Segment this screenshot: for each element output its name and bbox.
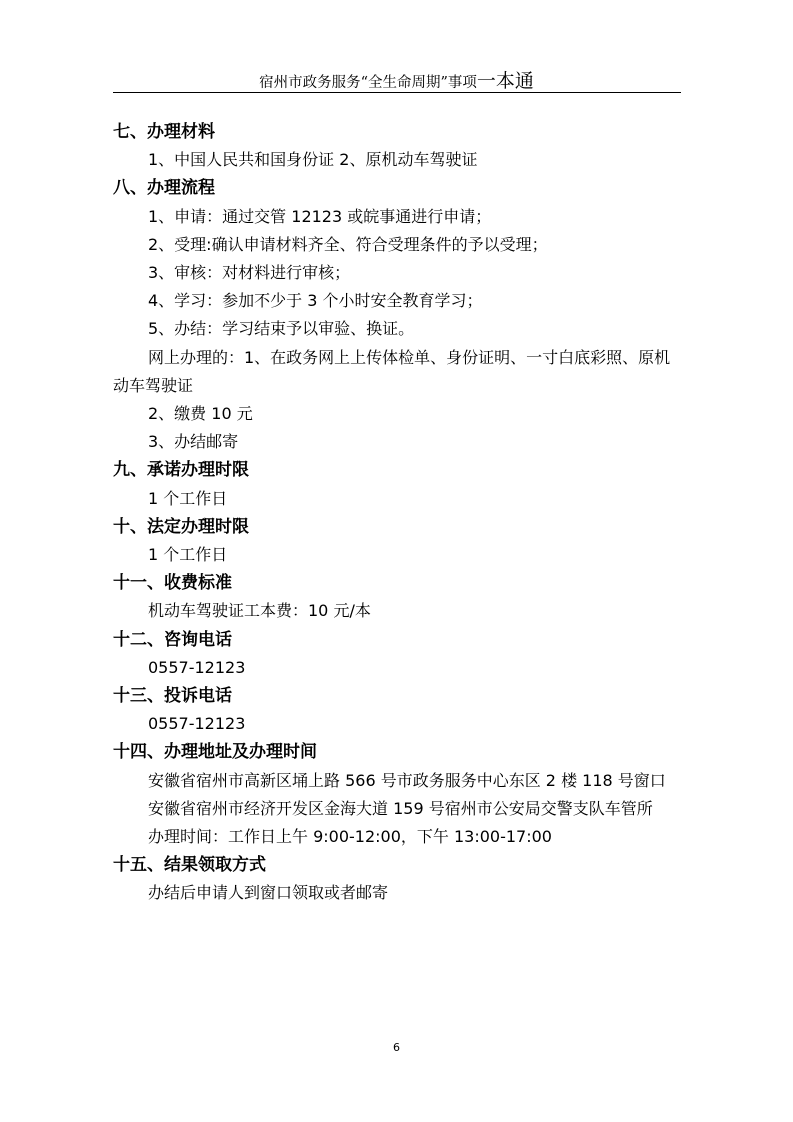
address-2: 安徽省宿州市经济开发区金海大道 159 号宿州市公安局交警支队车管所 — [148, 798, 653, 818]
section-heading-complaint-phone: 十三、投诉电话 — [113, 686, 232, 707]
process-step: 1、申请：通过交管 12123 或皖事通进行申请； — [148, 206, 492, 226]
section-heading-process: 八、办理流程 — [113, 178, 215, 199]
header-title-prefix: 宿州市政务服务“全生命周期”事项 — [259, 75, 477, 91]
fees-value: 机动车驾驶证工本费：10 元/本 — [148, 601, 371, 621]
result-collection-value: 办结后申请人到窗口领取或者邮寄 — [148, 883, 389, 903]
section-heading-address: 十四、办理地址及办理时间 — [113, 742, 317, 763]
complaint-phone-value: 0557-12123 — [148, 714, 246, 734]
process-step: 5、办结：学习结束予以审验、换证。 — [148, 319, 415, 339]
section-heading-consult-phone: 十二、咨询电话 — [113, 629, 232, 650]
section-heading-materials: 七、办理材料 — [113, 122, 215, 142]
process-step: 2、受理:确认申请材料齐全、符合受理条件的予以受理； — [148, 234, 548, 254]
online-step: 3、办结邮寄 — [148, 432, 239, 452]
section-heading-fees: 十一、收费标准 — [113, 573, 232, 594]
office-hours: 办理时间：工作日上午 9:00-12:00，下午 13:00-17:00 — [148, 827, 552, 847]
promised-time-value: 1 个工作日 — [148, 488, 228, 508]
page-header — [0, 66, 793, 93]
header-rule — [113, 92, 681, 93]
document-body — [113, 118, 683, 908]
legal-time-value: 1 个工作日 — [148, 545, 228, 565]
process-step: 4、学习：参加不少于 3 个小时安全教育学习； — [148, 291, 483, 311]
header-title-suffix: 一本通 — [476, 70, 534, 92]
page-number: 6 — [393, 1041, 400, 1054]
section-heading-promised-time: 九、承诺办理时限 — [113, 460, 249, 481]
online-step: 2、缴费 10 元 — [148, 404, 253, 424]
address-1: 安徽省宿州市高新区埇上路 566 号市政务服务中心东区 2 楼 118 号窗口 — [148, 770, 666, 790]
section-heading-legal-time: 十、法定办理时限 — [113, 516, 249, 537]
consult-phone-value: 0557-12123 — [148, 657, 246, 677]
section-heading-result-collection: 十五、结果领取方式 — [113, 855, 266, 876]
process-step: 3、审核：对材料进行审核； — [148, 263, 351, 283]
materials-item: 1、中国人民共和国身份证 2、原机动车驾驶证 — [148, 150, 478, 170]
online-process: 网上办理的：1、在政务网上上传体检单、身份证明、一寸白底彩照、原机动车驾驶证 — [113, 347, 671, 395]
